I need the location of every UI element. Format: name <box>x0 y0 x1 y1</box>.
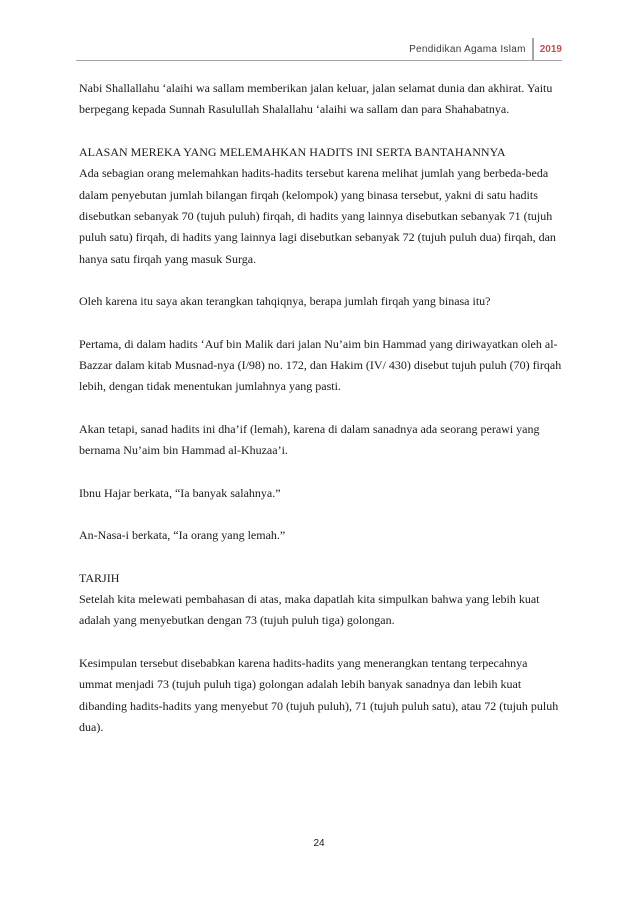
paragraph-pertama: Pertama, di dalam hadits ‘Auf bin Malik dari jalan Nu’aim bin Hammad yang diriwayatkan oleh al-Bazzar dalam kitab Musnad-nya (I/98) no. 172, dan Hakim (IV/ 430) disebut tujuh puluh (70) firqah lebih, dengan tidak menentukan jumlahnya yang pasti. <box>79 336 562 394</box>
paragraph-kesimpulan: Kesimpulan tersebut disebabkan karena hadits-hadits yang menerangkan tentang terpecahnya ummat menjadi 73 (tujuh puluh tiga) golongan adalah lebih banyak sanadnya dan lebih kuat dibanding hadits-hadits yang menyebut 70 (tujuh puluh), 71 (tujuh puluh satu), atau 72 (tujuh puluh dua). <box>79 655 559 734</box>
header-year: 2019 <box>539 43 562 55</box>
section-heading-alasan: ALASAN MEREKA YANG MELEMAHKAN HADITS INI SERTA BANTAHANNYA <box>79 144 506 159</box>
paragraph-intro: Nabi Shallallahu ‘alaihi wa sallam memberikan jalan keluar, jalan selamat dunia dan akhirat. Yaitu berpegang kepada Sunnah Rasulullah Shalallahu ‘alaihi wa sallam dan para Shahabatnya. <box>79 81 553 117</box>
paragraph-tahqiq: Oleh karena itu saya akan terangkan tahqiqnya, berapa jumlah firqah yang binasa itu? <box>79 294 491 309</box>
paragraph-alasan: Ada sebagian orang melemahkan hadits-hadits tersebut karena melihat jumlah yang berbeda-beda dalam penyebutan jumlah bilangan firqah (kelompok) yang binasa tersebut, yakni di satu hadits disebutkan sebanyak 70 (tujuh puluh) firqah, di hadits yang lainnya disebutkan sebanyak 71 (tujuh puluh satu) firqah, di hadits yang lainnya lagi disebutkan sebanyak 72 (tujuh puluh dua) firqah, dan hanya satu firqah yang masuk Surga. <box>79 166 556 266</box>
paragraph-sanad: Akan tetapi, sanad hadits ini dha’if (lemah), karena di dalam sanadnya ada seorang perawi yang bernama Nu’aim bin Hammad al-Khuzaa’i. <box>79 421 540 458</box>
header-title: Pendidikan Agama Islam <box>409 43 526 55</box>
page-number: 24 <box>313 838 325 849</box>
page-header <box>409 38 562 60</box>
document-body <box>79 78 563 759</box>
header-rule <box>76 60 562 61</box>
paragraph-ibnu-hajar: Ibnu Hajar berkata, “Ia banyak salahnya.” <box>79 485 281 500</box>
paragraph-tarjih: Setelah kita melewati pembahasan di atas, maka dapatlah kita simpulkan bahwa yang lebih kuat adalah yang menyebutkan dengan 73 (tujuh puluh tiga) golongan. <box>79 591 540 628</box>
paragraph-an-nasai: An-Nasa-i berkata, “Ia orang yang lemah.” <box>79 528 286 543</box>
section-heading-tarjih: TARJIH <box>79 570 120 585</box>
